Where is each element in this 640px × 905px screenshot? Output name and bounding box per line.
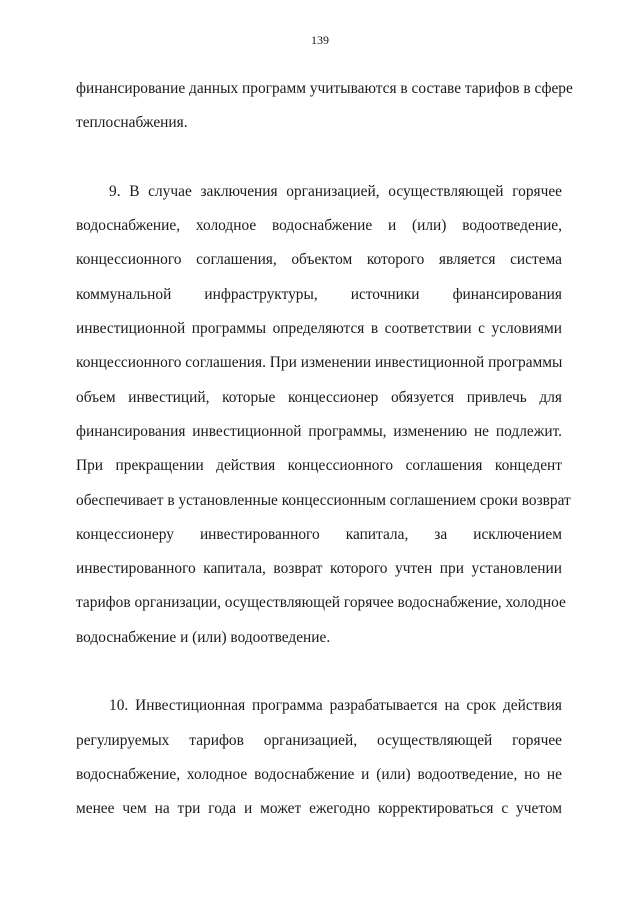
text-line: регулируемых тарифов организацией, осуществляющей горячее bbox=[76, 731, 562, 749]
paragraph-continuation bbox=[76, 72, 573, 141]
text-line: 9. В случае заключения организацией, осуществляющей горячее bbox=[109, 182, 562, 200]
text-line: инвестиционной программы определяются в соответствии с условиями bbox=[76, 320, 562, 338]
text-line: водоснабжение, холодное водоснабжение и (или) водоотведение, но не bbox=[76, 765, 562, 783]
text-line: инвестированного капитала, возврат которого учтен при установлении bbox=[76, 560, 562, 578]
text-line: концессионного соглашения. При изменении инвестиционной программы bbox=[76, 354, 563, 372]
paragraph-9 bbox=[76, 175, 571, 655]
text-line: тарифов организации, осуществляющей горячее водоснабжение, холодное bbox=[76, 594, 566, 612]
text-line: менее чем на три года и может ежегодно корректироваться с учетом bbox=[76, 800, 562, 818]
document-body bbox=[76, 72, 573, 827]
text-line: концессионеру инвестированного капитала, за исключением bbox=[76, 525, 562, 543]
text-line: финансирования инвестиционной программы, изменению не подлежит. bbox=[76, 422, 562, 440]
paragraph-gap bbox=[76, 141, 562, 175]
text-line: коммунальной инфраструктуры, источники финансирования bbox=[76, 285, 562, 303]
paragraph-gap bbox=[76, 655, 562, 689]
text-line: водоснабжение и (или) водоотведение. bbox=[76, 628, 331, 646]
text-line: теплоснабжения. bbox=[76, 114, 188, 132]
text-line: При прекращении действия концессионного соглашения концедент bbox=[76, 457, 562, 475]
text-line: водоснабжение, холодное водоснабжение и (или) водоотведение, bbox=[76, 217, 562, 235]
text-line: финансирование данных программ учитываются в составе тарифов в сфере bbox=[76, 80, 573, 97]
paragraph-10 bbox=[76, 689, 562, 826]
text-line: обеспечивает в установленные концессионным соглашением сроки возврат bbox=[76, 491, 571, 509]
text-line: объем инвестиций, которые концессионер обязуется привлечь для bbox=[76, 388, 562, 406]
text-line: 10. Инвестиционная программа разрабатывается на срок действия bbox=[109, 697, 562, 715]
page-number: 139 bbox=[311, 33, 329, 47]
text-line: концессионного соглашения, объектом которого является система bbox=[76, 251, 562, 269]
